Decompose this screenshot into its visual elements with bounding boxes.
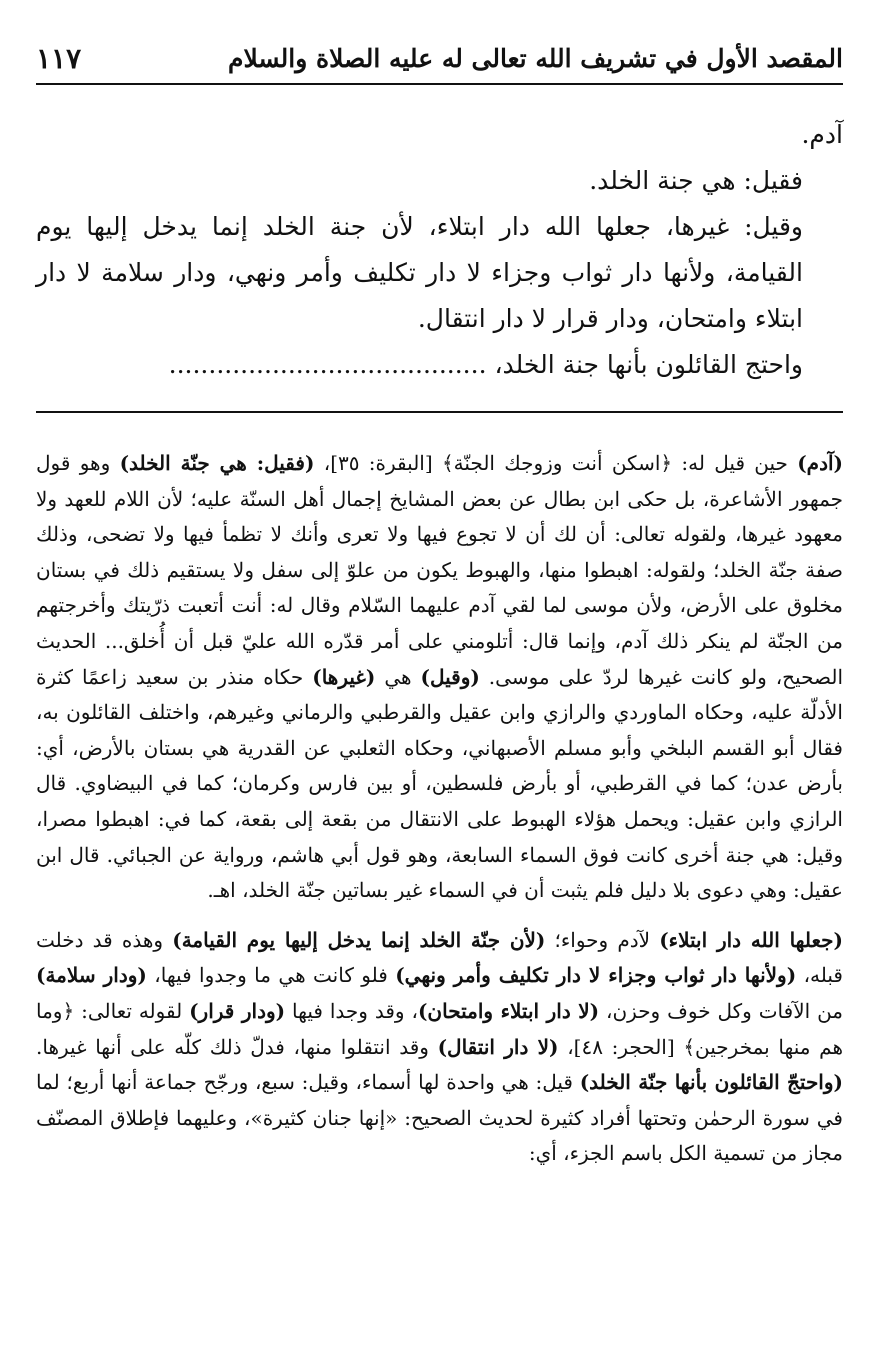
commentary-paragraph (36, 446, 843, 909)
commentary (36, 446, 843, 1186)
header-rule (36, 83, 843, 85)
bold-lemma: (لا دار انتقال) (437, 1034, 559, 1059)
bold-lemma: (فقيل: هي جنّة الخلد) (119, 451, 315, 475)
bold-lemma: (جعلها الله دار ابتلاء) (659, 927, 843, 952)
commentary-text: وقد انتقلوا منها، فدلّ ذلك كلّه على أنها غيرها. (36, 1034, 438, 1059)
commentary-text: هي (375, 664, 421, 689)
main-text (36, 112, 843, 388)
bold-lemma: (آدم) (797, 451, 843, 475)
bold-lemma: (لأن جنّة الخلد إنما يدخل إليها يوم القيامة) (172, 927, 546, 952)
commentary-text: لقوله تعالى: ﴿وما هم منها بمخرجين﴾ [الحجر: ٤٨]، (36, 998, 844, 1059)
page-number: ١١٧ (36, 41, 82, 75)
bold-lemma: (ودار سلامة) (36, 963, 147, 988)
commentary-text: من الآفات وكل خوف وحزن، (599, 998, 844, 1023)
main-line: آدم. (801, 120, 843, 149)
commentary-text: وهو قول جمهور الأشاعرة، بل حكى ابن بطال عن بعض المشايخ إجمال أهل السنّة عليه؛ لأن اللام للعهد ولا معهود غيرها، ولقوله تعالى: أن لك أن لا تجوع فيها ولا تعرى وأنك لا تظمأ فيها ولا تضحى، وذلك صفة جنّة الخلد؛ ولقوله: اهبطوا منها، والهبوط يكون من علوّ إلى سفل ولا يستقيم ذلك في بستان مخلوق على الأرض، ولأن موسى لما لقي آدم عليهما السّلام وقال له: أنت أتعبت ذرّيتك وأخرجتهم من الجنّة لم ينكر ذلك آدم، وإنما قال: أتلومني على أمر قدّره الله عليّ قبل أن أُخلق... الحديث الصحيح، ولو كانت غيرها لردّ على موسى. (36, 451, 843, 689)
bold-lemma: (ولأنها دار ثواب وجزاء لا دار تكليف وأمر ونهي) (395, 963, 797, 988)
commentary-text: لآدم وحواء؛ (545, 927, 660, 952)
commentary-text: حين قيل له: ﴿اسكن أنت وزوجك الجنّة﴾ [البقرة: ٣٥]، (314, 451, 798, 475)
commentary-text: ، وقد وجدا فيها (285, 998, 418, 1023)
commentary-text: قيل: هي واحدة لها أسماء، وقيل: سبع، ورجّح جماعة أنها أربع؛ لما في سورة الرحمٰن وتحتها أفراد كثيرة لحديث الصحيح: «إنها جنان كثيرة»، وعليهما فإطلاق المصنّف مجاز من تسمية الكل باسم الجزء، أي: (36, 1070, 843, 1166)
commentary-paragraph (36, 923, 843, 1172)
header-title: المقصد الأول في تشريف الله تعالى له عليه الصلاة والسلام (227, 43, 843, 73)
section-rule (36, 411, 843, 413)
ellipsis-dots: ........................................ (168, 350, 487, 379)
running-header (36, 38, 843, 78)
main-line-text: واحتج القائلون بأنها جنة الخلد، (494, 350, 803, 379)
bold-lemma: (لا دار ابتلاء وامتحان) (417, 998, 600, 1023)
commentary-text: حكاه منذر بن سعيد زاعمًا كثرة الأدلّة عليه، وحكاه الماوردي والرازي وابن عقيل والقرطبي والرماني وغيرهم، واختلف القائلون به، فقال أبو القسم البلخي وأبو مسلم الأصبهاني، وحكاه الثعلبي عن القدرية هي بستان بالأرض، أي: بأرض عدن؛ كما في القرطبي، أو بأرض فلسطين، أو بين فارس وكرمان؛ كما في البيضاوي. قال الرازي وابن عقيل: ويحمل هؤلاء الهبوط على الانتقال من بقعة إلى بقعة، كما في: اهبطوا مصرا، وقيل: هي جنة أخرى كانت فوق السماء السابعة، وهو قول أبي هاشم، ورواية عن الجبائي. قال ابن عقيل: وهي دعوى بلا دليل فلم يثبت أن في السماء غير بساتين جنّة الخلد، اهـ. (36, 664, 843, 903)
commentary-text: فلو كانت هي ما وجدوا فيها، (146, 963, 396, 988)
bold-lemma: (غيرها) (312, 664, 376, 689)
main-line (36, 342, 843, 388)
commentary-text: وهذه قد دخلت قبله، (36, 927, 843, 988)
bold-lemma: (ودار قرار) (189, 998, 286, 1023)
main-line: وقيل: غيرها، جعلها الله دار ابتلاء، لأن جنة الخلد إنما يدخل إليها يوم القيامة، ولأنها دار ثواب وجزاء لا دار تكليف وأمر ونهي، ودار سلامة لا دار ابتلاء وامتحان، ودار قرار لا دار انتقال. (36, 212, 803, 333)
bold-lemma: (واحتجّ القائلون بأنها جنّة الخلد) (579, 1070, 843, 1095)
main-line: فقيل: هي جنة الخلد. (589, 166, 803, 195)
bold-lemma: (وقيل) (420, 664, 480, 689)
